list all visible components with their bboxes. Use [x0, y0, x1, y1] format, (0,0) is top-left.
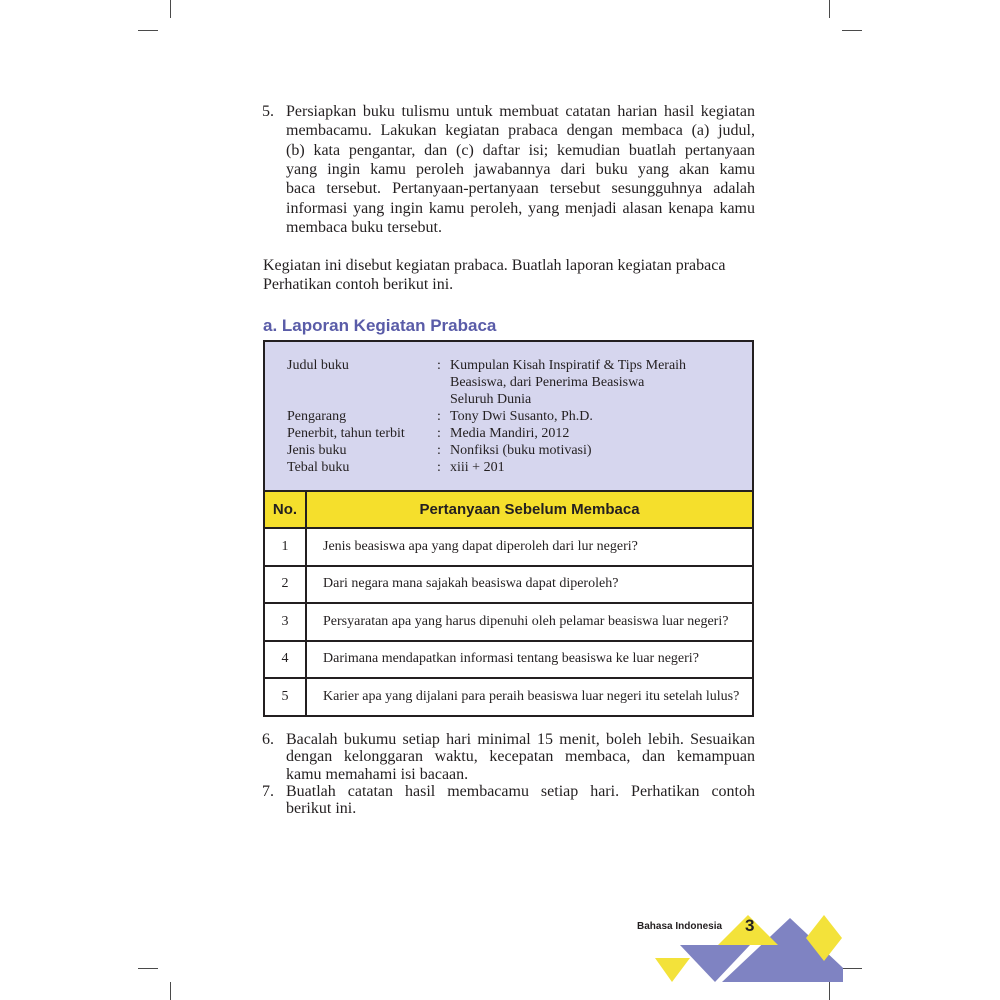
info-row-title	[287, 357, 752, 408]
table-row	[265, 604, 752, 642]
footer-subject: Bahasa Indonesia	[637, 921, 723, 932]
item-5-line-6: informasi yang ingin kamu peroleh, yang menjadi alasan kenapa kamu	[286, 199, 755, 217]
item-text	[286, 731, 755, 783]
list-item	[262, 783, 755, 818]
info-label: Pengarang	[287, 409, 347, 424]
table-row	[265, 529, 752, 567]
info-value-line: Nonfiksi (buku motivasi)	[450, 443, 592, 458]
table-row	[265, 679, 752, 715]
item-5-line-5: baca tersebut. Pertanyaan-pertanyaan tersebut sesungguhnya adalah	[286, 180, 755, 198]
table-row	[265, 567, 752, 605]
crop-mark-bottom-left-vertical	[170, 982, 171, 1000]
row-number: 5	[265, 679, 307, 715]
intro-paragraph	[263, 256, 755, 294]
row-question: Dari negara mana sajakah beasiswa dapat diperoleh?	[323, 576, 619, 592]
info-separator: :	[437, 358, 441, 373]
row-number: 2	[265, 567, 307, 603]
item-text	[286, 102, 755, 237]
item-5-line-3: (b) kata pengantar, dan (c) daftar isi; kemudian buatlah pertanyaan	[286, 141, 755, 159]
item-number: 5.	[262, 103, 274, 120]
prereading-report-table	[263, 340, 754, 717]
item-number: 6.	[262, 731, 274, 748]
page-number: 3	[745, 916, 755, 935]
info-separator: :	[437, 409, 441, 424]
list-item	[262, 731, 755, 783]
row-number: 3	[265, 604, 307, 640]
row-question: Darimana mendapatkan informasi tentang beasiswa ke luar negeri?	[323, 651, 699, 667]
table-row	[265, 642, 752, 680]
item-number: 7.	[262, 782, 274, 800]
section-heading: a. Laporan Kegiatan Prabaca	[263, 316, 497, 335]
info-value-line: Beasiswa, dari Penerima Beasiswa	[450, 375, 645, 390]
item-7-line-2: berikut ini.	[286, 800, 357, 818]
crop-mark-top-left-vertical	[170, 0, 171, 18]
list-item	[262, 102, 755, 237]
row-question: Jenis beasiswa apa yang dapat diperoleh dari lur negeri?	[323, 538, 638, 554]
item-5-line-1: Persiapkan buku tulismu untuk membuat catatan harian hasil kegiatan	[286, 103, 755, 120]
item-5-line-4: yang ingin kamu peroleh jawabannya dari buku yang akan kamu	[286, 160, 755, 178]
column-header-no: No.	[265, 492, 307, 527]
info-value	[450, 459, 750, 476]
info-value-line: xiii + 201	[450, 460, 505, 475]
book-info-panel	[265, 342, 752, 492]
info-label: Penerbit, tahun terbit	[287, 426, 405, 441]
info-separator: :	[437, 460, 441, 475]
instruction-item-5	[262, 102, 755, 237]
row-question: Persyaratan apa yang harus dipenuhi oleh pelamar beasiswa luar negeri?	[323, 613, 729, 629]
info-row-publisher	[287, 425, 752, 442]
info-value-line: Kumpulan Kisah Inspiratif & Tips Meraih	[450, 358, 687, 373]
item-7-line-1: Buatlah catatan hasil membacamu setiap hari. Perhatikan contoh	[286, 782, 755, 800]
instruction-items-after-table	[262, 731, 755, 817]
info-value	[450, 425, 750, 442]
info-separator: :	[437, 443, 441, 458]
item-5-line-7: membaca buku tersebut.	[286, 218, 442, 236]
info-value-line: Seluruh Dunia	[450, 392, 532, 407]
crop-mark-top-right-vertical	[829, 0, 830, 18]
info-value	[450, 357, 750, 408]
info-separator: :	[437, 426, 441, 441]
info-label: Judul buku	[287, 358, 349, 373]
info-row-author	[287, 408, 752, 425]
crop-mark-top-right-horizontal	[842, 30, 862, 31]
info-row-genre	[287, 442, 752, 459]
info-label: Jenis buku	[287, 443, 347, 458]
item-6-line-1: Bacalah bukumu setiap hari minimal 15 menit, boleh lebih. Sesuaikan	[286, 731, 755, 748]
row-number: 1	[265, 529, 307, 565]
table-header-row	[265, 492, 752, 529]
info-value	[450, 442, 750, 459]
crop-mark-bottom-left-horizontal	[138, 968, 158, 969]
info-label: Tebal buku	[287, 460, 350, 475]
item-6-line-2: dengan kelonggaran waktu, kecepatan membaca, dan kemampuan	[286, 748, 755, 766]
crop-mark-top-left-horizontal	[138, 30, 158, 31]
row-number: 4	[265, 642, 307, 678]
crop-mark-bottom-right-horizontal	[842, 968, 862, 969]
item-6-line-3: kamu memahami isi bacaan.	[286, 765, 469, 783]
column-header-question: Pertanyaan Sebelum Membaca	[419, 501, 640, 518]
intro-line-2: Perhatikan contoh berikut ini.	[263, 276, 454, 293]
ornament-yellow-triangle	[655, 958, 690, 982]
info-value	[450, 408, 750, 425]
item-5-line-2: membacamu. Lakukan kegiatan prabaca dengan membaca (a) judul,	[286, 122, 755, 140]
info-value-line: Tony Dwi Susanto, Ph.D.	[450, 409, 593, 424]
info-row-page-count	[287, 459, 752, 476]
item-text	[286, 783, 755, 818]
info-value-line: Media Mandiri, 2012	[450, 426, 570, 441]
row-question: Karier apa yang dijalani para peraih beasiswa luar negeri itu setelah lulus?	[323, 688, 740, 704]
intro-line-1: Kegiatan ini disebut kegiatan prabaca. Buatlah laporan kegiatan prabaca	[263, 257, 726, 274]
